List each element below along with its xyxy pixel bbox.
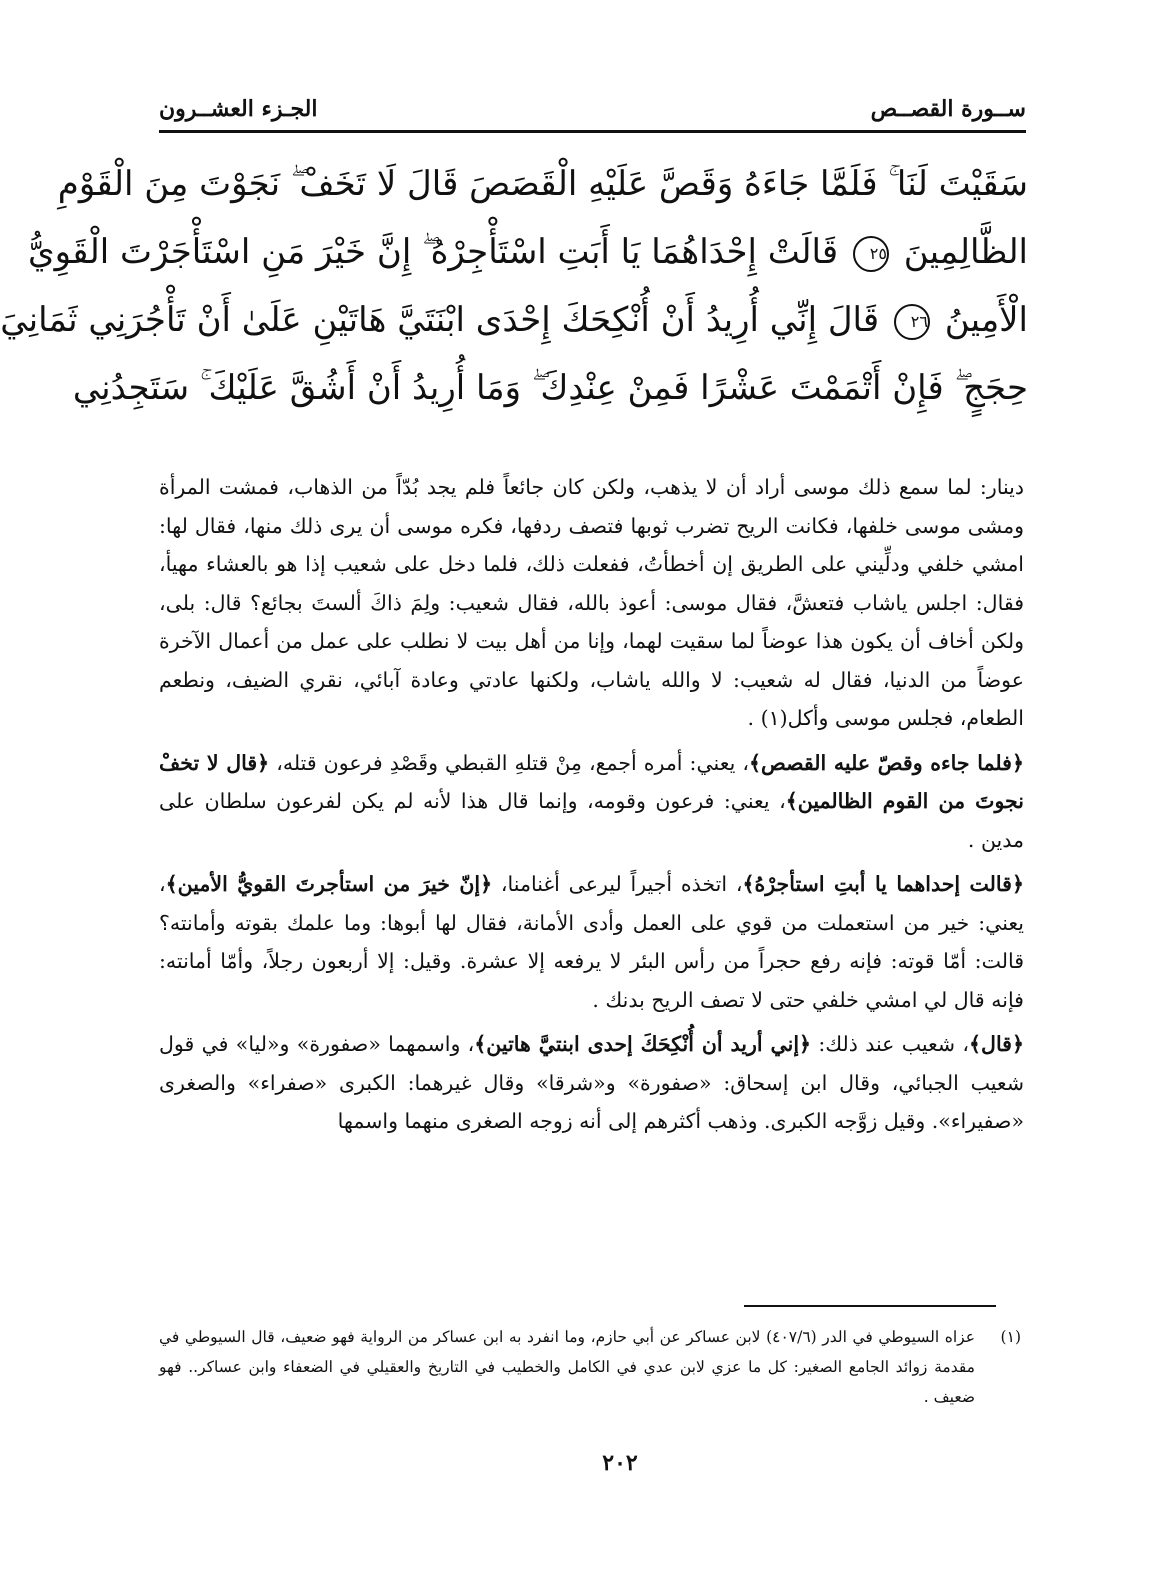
verse-text: قَالَ إِنِّي أُرِيدُ أَنْ أُنْكِحَكَ إِحْدَى ابْنَتَيَّ هَاتَيْنِ عَلَىٰ أَنْ تَأْجُرَنِي ثَمَانِيَ xyxy=(0,300,880,340)
page-header xyxy=(159,82,1026,122)
commentary-text: ، واسمهما «صفورة» و«ليا» في قول شعيب الجبائي، وقال ابن إسحاق: «صفورة» و«شرقا» وقال غيرهما: الكبرى «صفراء» والصغرى «صفيراء». وقيل زوَّجه الكبرى. وذهب أكثرهم إلى أنه زوجه الصغرى منهما واسمها xyxy=(159,1032,1024,1133)
header-divider xyxy=(159,130,1026,133)
commentary-paragraph-1: دينار: لما سمع ذلك موسى أراد أن لا يذهب، ولكن كان جائعاً فلم يجد بُدّاً من الذهاب، فمشت المرأة ومشى موسى خلفها، فكانت الريح تضرب ثوبها فتصف ردفها، فكره موسى أن يرى ذلك منها، فقال لها: امشي خلفي ودلِّيني على الطريق إن أخطأتُ، ففعلت ذلك، فلما دخل على شعيب إذا هو بالعشاء مهيأ، فقال: اجلس ياشاب فتعشَّ، فقال موسى: أعوذ بالله، فقال شعيب: ولِمَ ذاكَ ألستَ بجائع؟ قال: بلى، ولكن أخاف أن يكون هذا عوضاً لما سقيت لهما، وإنا من أهل بيت لا نطلب على عمل من أعمال الآخرة عوضاً من الدنيا، فقال له شعيب: لا والله ياشاب، ولكنها عادتي وعادة آبائي، نقري الضيف، ونطعم الطعام، فجلس موسى وأكل(١) . xyxy=(159,475,1024,730)
tafsir-commentary xyxy=(159,468,1024,1147)
commentary-text: ، يعني: خير من استعملت من قوي على العمل وأدى الأمانة، فقال لها أبوها: وما علمك بقوته وأمانته؟ قالت: أمّا قوته: فإنه رفع حجراً من رأس البئر لا يرفعه إلا عشرة. وقيل: إلا أربعون رجلاً، وأمّا أمانته: فإنه قال لي امشي خلفي حتى لا تصف الريح بدنك . xyxy=(159,872,1024,1012)
commentary-text: ، شعيب عند ذلك: xyxy=(811,1032,970,1056)
quoted-verse: ﴿قالت إحداهما يا أبتِ استأجرْهُ﴾ xyxy=(742,872,1024,896)
quoted-verse: ﴿فلما جاءه وقصّ عليه القصص﴾ xyxy=(749,750,1024,775)
commentary-text: ، يعني: أمره أجمع، مِنْ قتلهِ القبطي وقَصْدِ فرعون قتله، xyxy=(276,750,750,775)
quoted-verse: ﴿إنّ خيرَ من استأجرتَ القويُّ الأمين﴾ xyxy=(165,872,493,896)
verse-line-4: حِجَجٍ ۖ فَإِنْ أَتْمَمْتَ عَشْرًا فَمِنْ عِنْدِكَ ۖ وَمَا أُرِيدُ أَنْ أَشُقَّ عَلَيْكَ ۚ سَتَجِدُنِي xyxy=(72,368,1028,408)
verse-number-marker: ٢٦ xyxy=(894,304,930,340)
verse-text: الْأَمِينُ xyxy=(944,300,1028,340)
commentary-paragraph-3 xyxy=(159,865,1024,1019)
footnote xyxy=(159,1322,1021,1412)
page-number: ٢٠٢ xyxy=(602,1450,638,1476)
commentary-paragraph-2 xyxy=(159,744,1024,860)
quran-verses xyxy=(0,150,1028,422)
quoted-verse: ﴿قال لا تخفْ نجوتَ من القوم الظالمين﴾ xyxy=(159,750,1024,813)
quoted-verse: ﴿قال﴾ xyxy=(969,1032,1024,1056)
surah-title: ســورة القصــص xyxy=(870,96,1026,122)
footnote-number: (١) xyxy=(1000,1328,1021,1346)
quoted-verse: ﴿إني أريد أن أُنْكِحَكَ إحدى ابنتيَّ هاتين﴾ xyxy=(474,1032,812,1056)
verse-text: الظَّالِمِينَ xyxy=(903,232,1028,272)
commentary-paragraph-4 xyxy=(159,1025,1024,1141)
commentary-text: ، اتخذه أجيراً ليرعى أغنامنا، xyxy=(492,872,743,896)
commentary-text: ، يعني: فرعون وقومه، وإنما قال هذا لأنه لم يكن لفرعون سلطان على مدين . xyxy=(159,789,1024,852)
verse-line-1: سَقَيْتَ لَنَا ۚ فَلَمَّا جَاءَهُ وَقَصَّ عَلَيْهِ الْقَصَصَ قَالَ لَا تَخَفْ ۖ نَجَوْتَ مِنَ الْقَوْمِ xyxy=(57,164,1028,204)
juz-title: الجـزء العشــرون xyxy=(159,96,318,122)
footnote-text: عزاه السيوطي في الدر (٤٠٧/٦) لابن عساكر عن أبي حازم، وما انفرد به ابن عساكر من الرواية فهو ضعيف، قال السيوطي في مقدمة زوائد الجامع الصغير: كل ما عزي لابن عدي في الكامل والخطيب في التاريخ والعقيلي في الضعفاء وابن عساكر.. فهو ضعيف . xyxy=(159,1328,975,1406)
verse-line-3 xyxy=(0,286,1028,354)
verse-text: قَالَتْ إِحْدَاهُمَا يَا أَبَتِ اسْتَأْجِرْهُ ۖ إِنَّ خَيْرَ مَنِ اسْتَأْجَرْتَ الْقَوِيُّ xyxy=(28,232,839,272)
verse-line-2 xyxy=(28,218,1028,286)
footnote-divider xyxy=(744,1305,996,1307)
verse-number-marker: ٢٥ xyxy=(853,236,889,272)
